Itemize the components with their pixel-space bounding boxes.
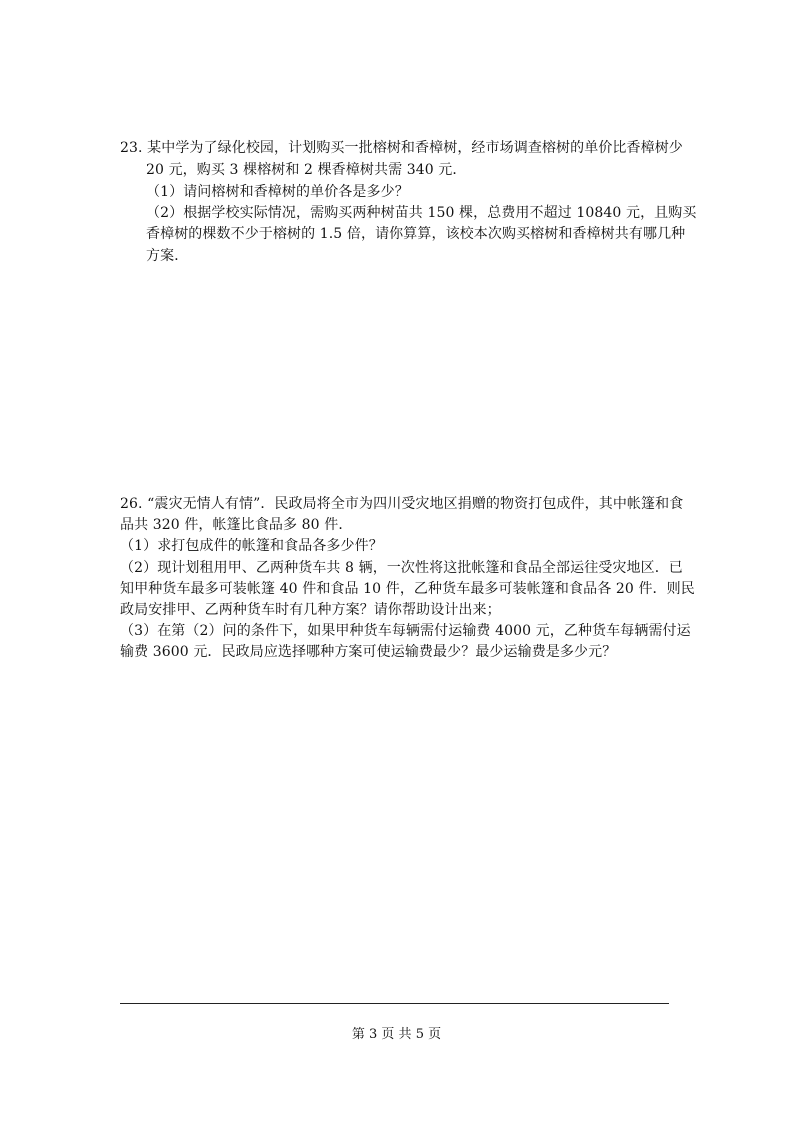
question-23-line-1: 23. 某中学为了绿化校园，计划购买一批榕树和香樟树，经市场调查榕树的单价比香樟树少 — [120, 140, 683, 156]
question-23-part-2-line-3: 方案． — [146, 248, 189, 264]
question-23-part-2-line-1: （2）根据学校实际情况，需购买两种树苗共 150 棵，总费用不超过 10840 元，且购买 — [146, 205, 697, 221]
question-26-part-2-line-1: （2）现计划租用甲、乙两种货车共 8 辆，一次性将这批帐篷和食品全部运往受灾地区．已 — [120, 560, 683, 576]
footer-divider — [120, 1003, 669, 1004]
question-26-part-3-line-2: 输费 3600 元．民政局应选择哪种方案可使运输费最少？最少运输费是多少元？ — [120, 644, 617, 660]
question-26-line-1: 26. “震灾无情人有情”．民政局将全市为四川受灾地区捐赠的物资打包成件，其中帐篷和食 — [120, 496, 684, 512]
question-23-part-1: （1）请问榕树和香樟树的单价各是多少？ — [146, 184, 409, 200]
question-26-part-3-line-1: （3）在第（2）问的条件下，如果甲种货车每辆需付运输费 4000 元，乙种货车每辆需付运 — [120, 623, 691, 639]
question-26-line-2: 品共 320 件，帐篷比食品多 80 件． — [120, 517, 353, 533]
question-23-part-2-line-2: 香樟树的棵数不少于榕树的 1.5 倍，请你算算，该校本次购买榕树和香樟树共有哪几种 — [146, 226, 686, 242]
question-23-line-2: 20 元，购买 3 棵榕树和 2 棵香樟树共需 340 元． — [146, 162, 467, 178]
question-26-part-2-line-2: 知甲种货车最多可装帐篷 40 件和食品 10 件，乙种货车最多可装帐篷和食品各 20 件．则民 — [120, 581, 695, 597]
page-number: 第 3 页 共 5 页 — [351, 1027, 442, 1042]
question-26-part-2-line-3: 政局安排甲、乙两种货车时有几种方案？请你帮助设计出来； — [120, 602, 501, 618]
question-26-part-1: （1）求打包成件的帐篷和食品各多少件？ — [120, 538, 383, 554]
